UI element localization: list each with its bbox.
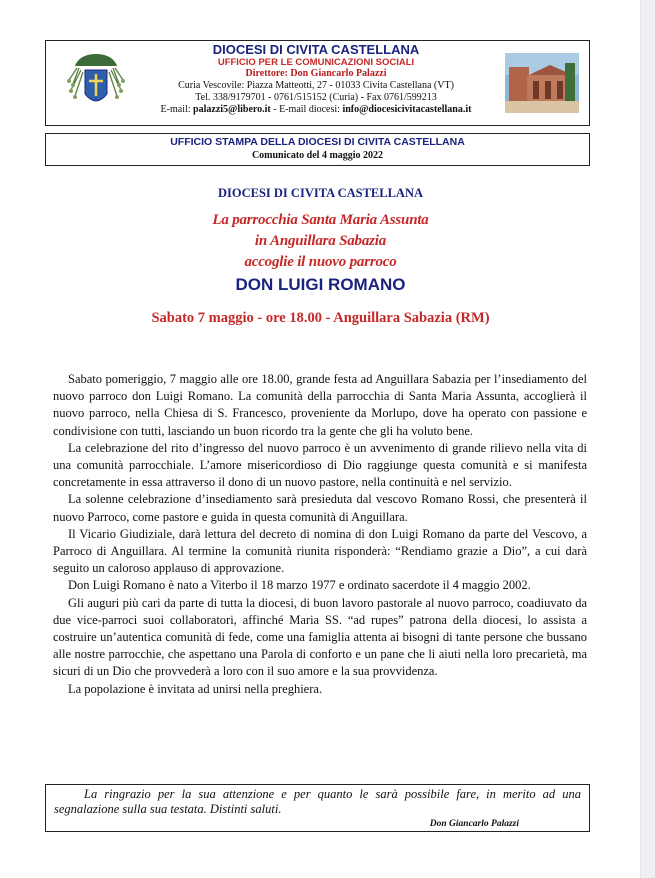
paragraph: La solenne celebrazione d’insediamento sarà presieduta dal vescovo Romano Rossi, che presenterà il nuovo Parroco, come pastore e guida in questa comunità di Anguillara. xyxy=(53,492,587,524)
email2-link[interactable]: info@diocesicivitacastellana.it xyxy=(342,104,472,115)
announcement-line-3: accoglie il nuovo parroco xyxy=(244,254,397,270)
announcement-diocese: DIOCESI DI CIVITA CASTELLANA xyxy=(217,186,424,200)
director-line: Direttore: Don Giancarlo Palazzi xyxy=(245,68,387,79)
press-release-date: Comunicato del 4 maggio 2022 xyxy=(251,150,384,161)
email2-label: - E-mail diocesi: xyxy=(273,104,340,115)
email-line xyxy=(136,104,496,116)
scrollbar-track[interactable] xyxy=(640,0,655,878)
press-office-title: UFFICIO STAMPA DELLA DIOCESI DI CIVITA CASTELLANA xyxy=(170,136,465,148)
cathedral-photo xyxy=(505,53,579,113)
paragraph: La popolazione è invitata ad unirsi nella preghiera. xyxy=(68,681,323,696)
event-datetime: Sabato 7 maggio - ore 18.00 - Anguillara Sabazia (RM) xyxy=(151,310,490,326)
letterhead-box xyxy=(45,40,590,126)
article-body xyxy=(53,371,587,698)
announcement-line-2: in Anguillara Sabazia xyxy=(254,233,387,249)
address-line: Curia Vescovile: Piazza Matteotti, 27 - 01033 Civita Castellana (VT) xyxy=(178,80,454,91)
press-office-box xyxy=(45,133,590,166)
announcement-line-1: La parrocchia Santa Maria Assunta xyxy=(212,212,429,228)
email-label: E-mail: xyxy=(160,104,191,115)
diocese-crest-icon xyxy=(65,50,127,116)
paragraph: Sabato pomeriggio, 7 maggio alle ore 18.00, grande festa ad Anguillara Sabazia per l’insediamento del nuovo parroco don Luigi Romano. La comunità della parrocchia di Santa Maria Assunta, accoglierà il nuovo parroco, nella Chiesa di S. Francesco, proveniente da Morlupo, dove ha operato con passione e condivisione con tutti, lasciando un buon ricordo tra la gente che gli ha voluto bene. xyxy=(53,372,587,438)
paragraph: Don Luigi Romano è nato a Viterbo il 18 marzo 1977 e ordinato sacerdote il 4 maggio 2002. xyxy=(68,578,531,593)
email-link[interactable]: palazzi5@libero.it xyxy=(193,104,271,115)
phone-line: Tel. 338/9179701 - 0761/515152 (Curia) - Fax 0761/599213 xyxy=(195,92,437,103)
office-name: UFFICIO PER LE COMUNICAZIONI SOCIALI xyxy=(217,57,415,68)
paragraph: Gli auguri più cari da parte di tutta la diocesi, di buon lavoro pastorale al nuovo parroco, coadiuvato da due vice-parroci suoi collaboratori, affinché Maria SS. “ad rupes” patrona della diocesi, lo assista a costruire un’autentica comunità di fede, come una famiglia attenta ai bisogni di tante persone che bussano alle nostre parrocchie, che aspettano una Parola di conforto e un pane che li aiuti nella loro precarietà, ma sicuri di un Dio che provvederà a loro con il suo amore e la sua provvidenza. xyxy=(53,595,587,679)
diocese-name: DIOCESI DI CIVITA CASTELLANA xyxy=(212,42,420,57)
closing-box xyxy=(45,784,590,832)
paragraph: Il Vicario Giudiziale, darà lettura del decreto di nomina di don Luigi Romano da parte del Vescovo, a Parroco di Anguillara. Al termine la comunità riunita risponderà: “Rendiamo grazie a Dio”, a cui darà seguito un caloroso applauso di approvazione. xyxy=(53,526,587,576)
closing-text: La ringrazio per la sua attenzione e per quanto le sarà possibile fare, in merito ad una segnalazione sulla sua testata. Distinti saluti. xyxy=(54,787,581,816)
paragraph: La celebrazione del rito d’ingresso del nuovo parroco è un avvenimento di grande rilievo nella vita di una comunità parrocchiale. L’amore misericordioso di Dio raggiunge questa comunità e si manifesta concretamente in essa attraverso il dono di un nuovo pastore, nella continuità e nel servizio. xyxy=(53,440,587,490)
signature: Don Giancarlo Palazzi xyxy=(429,819,519,829)
priest-name: DON LUIGI ROMANO xyxy=(235,275,406,294)
